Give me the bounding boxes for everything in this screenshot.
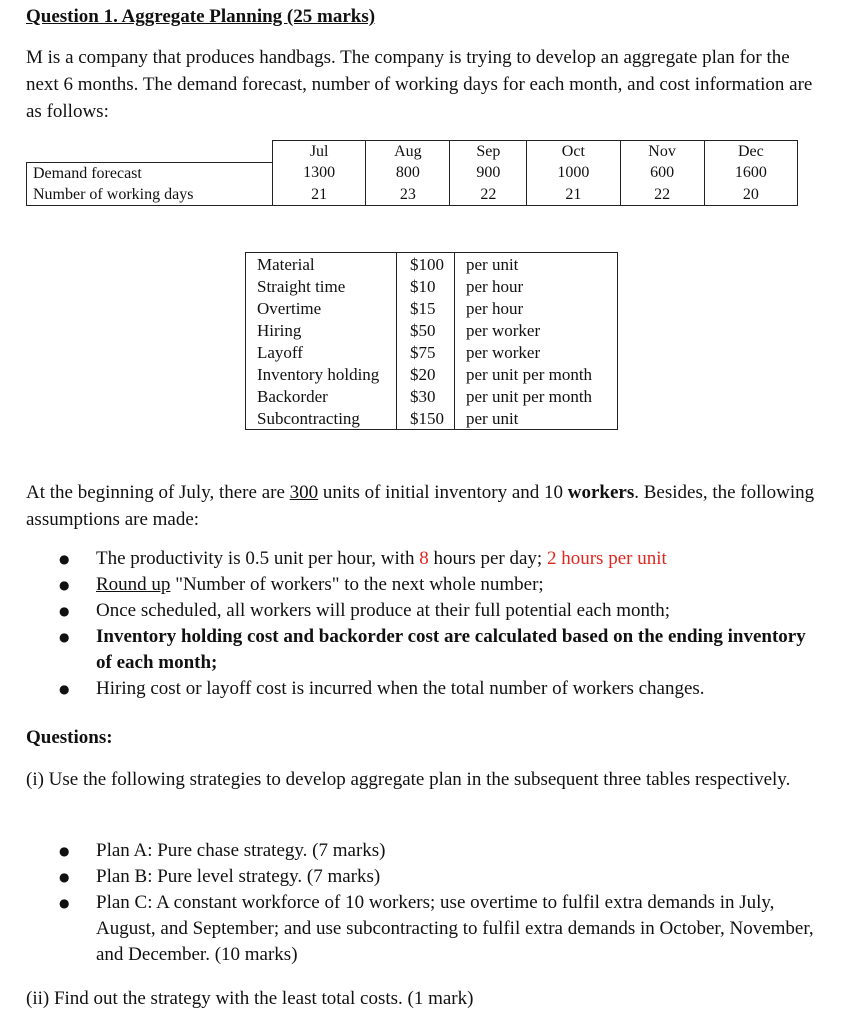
text-run: units of initial inventory and 10 <box>318 482 568 503</box>
cost-item: Straight time <box>246 275 397 297</box>
row-label: Demand forecast <box>27 162 273 184</box>
row-label: Number of working days <box>27 184 273 206</box>
initial-conditions-paragraph <box>26 479 826 533</box>
cost-value: $10 <box>397 275 455 297</box>
table-cell: 900 <box>450 162 527 184</box>
round-up-text: Round up <box>96 574 171 595</box>
table-cell: 1600 <box>704 162 797 184</box>
demand-table-header-row <box>27 141 798 163</box>
text-run: At the beginning of July, there are <box>26 482 290 503</box>
table-cell: 600 <box>620 162 704 184</box>
cost-item: Backorder <box>246 385 397 407</box>
cost-unit: per worker <box>455 319 618 341</box>
list-item: ● Plan C: A constant workforce of 10 workers; use overtime to fulfil extra demands in July, August, and September; and use subcontracting to fulfil extra demands in October, November, and December. (10 marks) <box>26 890 826 968</box>
cost-unit: per unit per month <box>455 385 618 407</box>
cost-value: $30 <box>397 385 455 407</box>
table-cell: 800 <box>366 162 450 184</box>
cost-item: Layoff <box>246 341 397 363</box>
table-row <box>246 253 618 276</box>
table-cell: 1000 <box>527 162 620 184</box>
table-cell: 22 <box>620 184 704 206</box>
month-header: Sep <box>450 141 527 163</box>
cost-unit: per unit <box>455 253 618 276</box>
table-cell: 20 <box>704 184 797 206</box>
initial-inventory-value: 300 <box>289 482 319 503</box>
cost-value: $50 <box>397 319 455 341</box>
text-run: "Number of workers" to the next whole number; <box>170 574 544 595</box>
month-header: Dec <box>704 141 797 163</box>
cost-item: Hiring <box>246 319 397 341</box>
month-header: Nov <box>620 141 704 163</box>
cost-item: Inventory holding <box>246 363 397 385</box>
list-item: ● Hiring cost or layoff cost is incurred when the total number of workers changes. <box>26 676 826 702</box>
cost-unit: per hour <box>455 297 618 319</box>
questions-heading: Questions: <box>26 727 113 748</box>
text-run: hours per day; <box>428 548 547 569</box>
cost-item: Overtime <box>246 297 397 319</box>
month-header: Oct <box>527 141 620 163</box>
table-row <box>246 385 618 407</box>
demand-table <box>26 140 798 206</box>
month-header: Jul <box>273 141 366 163</box>
list-item: ● Plan B: Pure level strategy. (7 marks) <box>26 864 826 890</box>
list-item <box>26 546 826 572</box>
cost-item: Subcontracting <box>246 407 397 430</box>
cost-item: Material <box>246 253 397 276</box>
table-row <box>246 363 618 385</box>
cost-value: $20 <box>397 363 455 385</box>
cost-unit: per hour <box>455 275 618 297</box>
list-item <box>26 572 826 598</box>
table-cell: 21 <box>273 184 366 206</box>
text-run: . Besides, the following assumptions are made: <box>26 482 815 530</box>
cost-table <box>245 252 618 430</box>
table-row <box>27 184 798 206</box>
table-cell: 21 <box>527 184 620 206</box>
assumptions-list <box>26 546 826 702</box>
cost-unit: per unit per month <box>455 363 618 385</box>
text-run: The productivity is 0.5 unit per hour, with <box>96 548 420 569</box>
table-row <box>27 162 798 184</box>
month-header: Aug <box>366 141 450 163</box>
cost-value: $150 <box>397 407 455 430</box>
table-row <box>246 319 618 341</box>
plans-list <box>26 838 826 968</box>
workers-word: workers <box>567 482 635 503</box>
list-item: ● Inventory holding cost and backorder cost are calculated based on the ending inventory of each month; <box>26 624 826 676</box>
table-cell: 23 <box>366 184 450 206</box>
list-item: ● Plan A: Pure chase strategy. (7 marks) <box>26 838 826 864</box>
table-row <box>246 341 618 363</box>
hours-per-day-value: 8 <box>419 548 429 569</box>
question-title: Question 1. Aggregate Planning (25 marks) <box>26 6 376 27</box>
cost-unit: per worker <box>455 341 618 363</box>
list-item: ● Once scheduled, all workers will produce at their full potential each month; <box>26 598 826 624</box>
cost-unit: per unit <box>455 407 618 430</box>
table-row <box>246 275 618 297</box>
table-row <box>246 297 618 319</box>
question-i: (i) Use the following strategies to develop aggregate plan in the subsequent three tables respectively. <box>26 769 791 790</box>
demand-table-corner <box>27 141 273 163</box>
table-cell: 1300 <box>273 162 366 184</box>
intro-paragraph: M is a company that produces handbags. The company is trying to develop an aggregate plan for the next 6 months. The demand forecast, number of working days for each month, and cost information are as follows: <box>26 47 813 122</box>
cost-value: $100 <box>397 253 455 276</box>
hours-per-unit-note: 2 hours per unit <box>546 548 667 569</box>
question-ii: (ii) Find out the strategy with the least total costs. (1 mark) <box>26 988 474 1009</box>
cost-value: $75 <box>397 341 455 363</box>
cost-value: $15 <box>397 297 455 319</box>
table-row <box>246 407 618 430</box>
table-cell: 22 <box>450 184 527 206</box>
